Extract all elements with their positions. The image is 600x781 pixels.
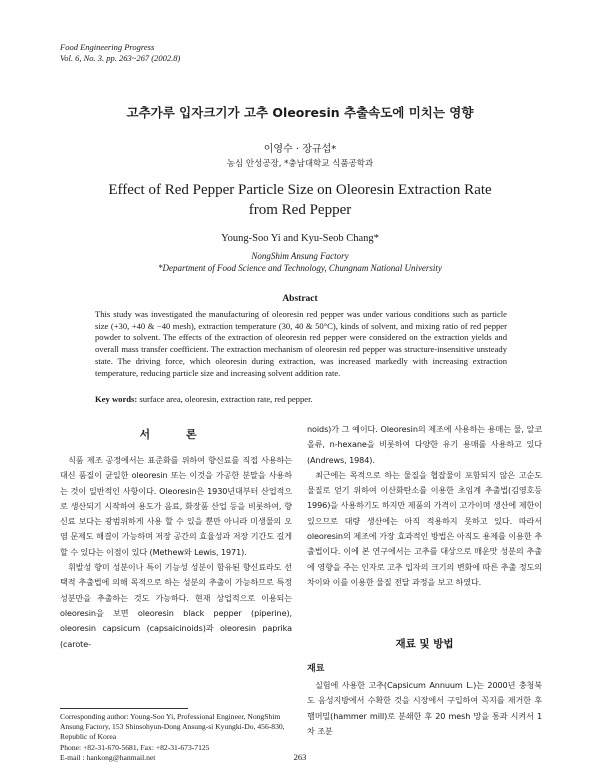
intro-heading: 서 론 xyxy=(139,428,213,441)
journal-name: Food Engineering Progress xyxy=(60,42,155,52)
footnote-email: E-mail : hankong@hanmail.net xyxy=(60,752,156,762)
journal-volume: Vol. 6, No. 3. pp. 263~267 (2002.8) xyxy=(60,53,181,63)
materials-subheading: 재료 xyxy=(307,664,325,674)
keywords-text: surface area, oleoresin, extraction rate, red pepper. xyxy=(139,394,313,404)
english-affiliation-2: *Department of Food Science and Technology, Chungnam National University xyxy=(158,263,442,273)
english-affiliation xyxy=(0,250,600,274)
english-affiliation-1: NongShim Ansung Factory xyxy=(251,251,349,261)
english-title: Effect of Red Pepper Particle Size on Oleoresin Extraction Rate from Red Pepper xyxy=(108,182,492,218)
journal-header xyxy=(60,42,180,64)
abstract-text: This study was investigated the manufacturing of oleoresin red pepper was under various conditions such as particle size (+30, +40 & −40 mesh), extraction temperature (30, 40 & 50°C), kinds of solvent, and mixing ratio of red pepper powder to solvent. The effects of the extraction of oleoresin red pepper were considered on the extraction yields and overall mass transfer coefficient. The extraction mechanism of oleoresin red pepper was structure-insensitive unsteady state. The driving force, which oleoresin during extraction, was increased markedly with increasing extraction temperature, reducing particle size and increasing solvent addition rate. xyxy=(95,309,507,378)
footnote-corresponding: Corresponding author: Young-Soo Yi, Professional Engineer, NongShim Ansung Factory, 153 Shinsohyun-Dong Ansung-si Kyungki-Do, 456-830, Republic of Korea xyxy=(60,712,285,742)
intro-paragraph-3: noids)가 그 예이다. Oleoresin의 제조에 사용하는 용매는 물, 알코올류, n-hexane을 비롯하여 다양한 유기 용매를 사용하고 있다(Andrews, 1984). xyxy=(307,424,542,465)
korean-authors: 이영수 · 장규섭* xyxy=(263,144,337,155)
english-authors: Young-Soo Yi and Kyu-Seob Chang* xyxy=(221,233,379,244)
abstract-heading: Abstract xyxy=(282,294,318,304)
methods-paragraph-1: 실험에 사용한 고추(Capsicum Annuum L.)는 2000년 충청북도 음성지방에서 수확한 것을 시장에서 구입하여 꼭지를 제거한 후 햄머밀(hammer mill)로 분쇄한 후 20 mesh 망을 통과 시켜서 1차 조분 xyxy=(307,680,542,736)
intro-paragraph-4: 최근에는 목적으로 하는 물질을 협잡물이 포함되지 않은 고순도 물질로 얻기 위하여 이산화탄소를 이용한 초임계 추출법(김영호등 1996)을 사용하기도 하지만 제품의 가격이 고가이며 생산에 제한이 있으므로 대량 생산에는 아직 적용하지 못하고 있다. 따라서 oleoresin의 제조에 가장 효과적인 방법은 아직도 용제를 이용한 추출법이다. 이에 본 연구에서는 고추를 대상으로 매운맛 성분의 추출에 영향을 주는 인자로 고추 입자의 크기의 변화에 따른 추출 정도의 차이와 이를 이용한 물질 전달 과정을 보고 하였다. xyxy=(307,469,542,587)
footnote-phone: Phone: +82-31-670-5681, Fax: +82-31-673-7125 xyxy=(60,742,210,752)
intro-paragraph-2: 휘발성 향미 성분이나 특이 기능성 성분이 함유된 향신료라도 선택적 추출법에 의해 목적으로 하는 성분의 추출이 가능하므로 특정 성분만을 추출하는 것도 가능하다. 현재 상업적으로 이용되는 oleoresin을 보면 oleoresin black pepper (piperine), oleoresin capsicum (capsaicinoids)과 oleoresin paprika (carote- xyxy=(60,562,292,649)
methods-paragraph xyxy=(307,678,542,739)
right-column xyxy=(307,422,542,590)
footnote-rule xyxy=(60,708,188,709)
keywords-label: Key words: xyxy=(95,394,138,404)
left-column xyxy=(60,453,292,652)
keywords xyxy=(95,394,515,404)
intro-paragraph-1: 식품 제조 공정에서는 표준화를 위하여 향신료를 직접 사용하는 대신 품질이 균일한 oleoresin 또는 이것을 가공한 분말을 사용하는 것이 일반적인 사항이다. Oleoresin은 1930년대부터 산업적으로 생산되기 시작하여 용도가 음료, 화장품 산업 등을 비롯하여, 향신료 보다는 광범위하게 사용 할 수 있을 뿐만 아니라 미생물의 오염 문제도 해결이 가능하며 저장 공간의 효율성과 저장 기간도 길게 할 수 있다는 이점이 있다 (Methew와 Lewis, 1971). xyxy=(60,455,292,557)
methods-heading: 재료 및 방법 xyxy=(395,638,454,650)
korean-affiliation: 농심 안성공장, *충남대학교 식품공학과 xyxy=(226,159,374,169)
page-number: 263 xyxy=(293,752,307,762)
korean-title: 고추가루 입자크기가 고추 Oleoresin 추출속도에 미치는 영향 xyxy=(126,105,474,120)
